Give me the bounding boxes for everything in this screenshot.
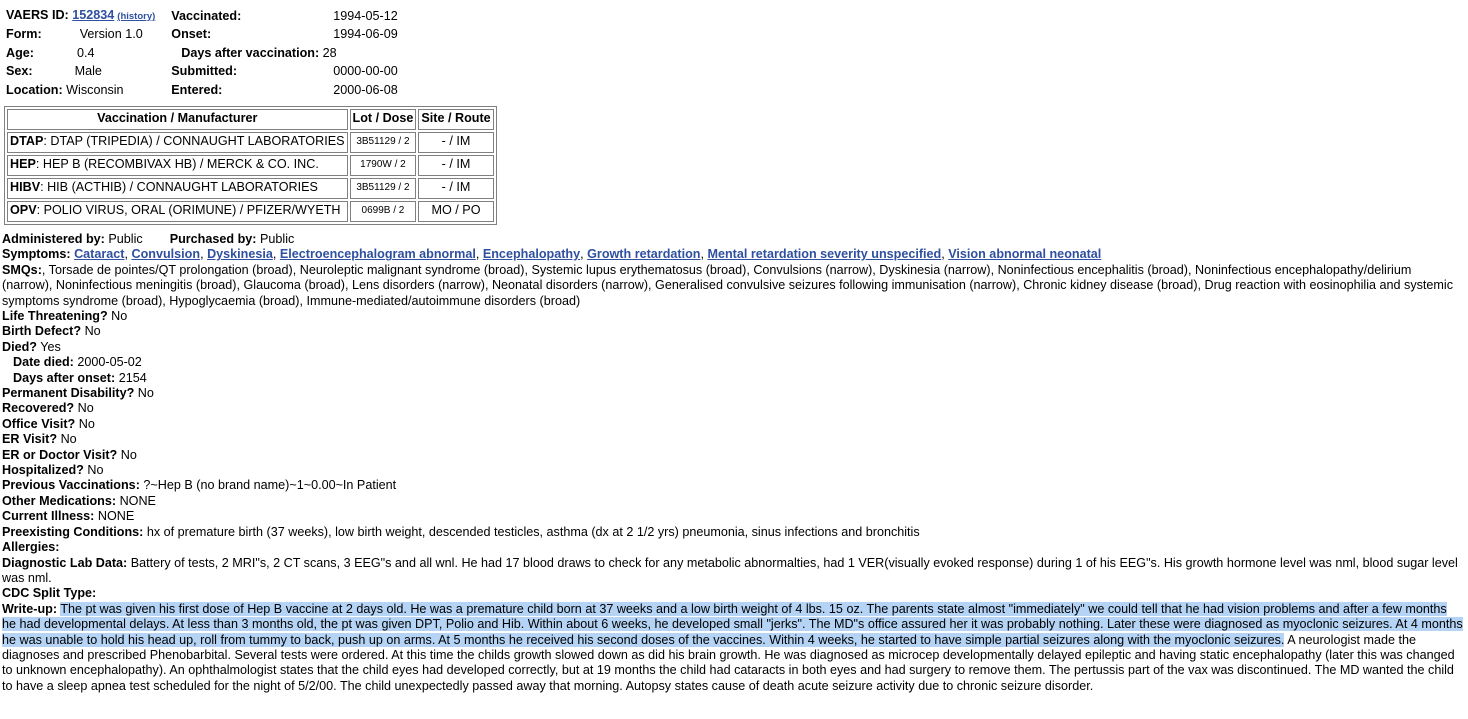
writeup-row	[2, 602, 1464, 694]
vax-code: DTAP	[10, 134, 44, 149]
symptoms-row: Symptoms: Cataract, Convulsion, Dyskinesia, Electroencephalogram abnormal, Encephalopathy, Growth retardation, Mental retardation severity unspecified, Vision abnormal neonatal	[2, 247, 1102, 262]
vaers-id-link[interactable]: 152834	[72, 8, 115, 23]
report-details	[2, 232, 1464, 694]
smqs-row	[2, 263, 1464, 309]
smqs-label: SMQs:	[2, 262, 42, 277]
vax-desc: : HIB (ACTHIB) / CONNAUGHT LABORATORIES	[40, 180, 318, 195]
previous-vaccinations-row	[2, 478, 1464, 493]
form-value: Version 1.0	[79, 27, 143, 42]
table-row	[7, 178, 494, 199]
office-visit-value: No	[78, 416, 95, 431]
symptom-link[interactable]: Electroencephalogram abnormal	[279, 247, 476, 262]
cdc-split-label: CDC Split Type:	[2, 586, 97, 601]
location-label: Location:	[6, 82, 63, 97]
vax-desc: : POLIO VIRUS, ORAL (ORIMUNE) / PFIZER/WYETH	[36, 203, 341, 218]
preexisting-row	[2, 525, 1464, 540]
days-after-onset-row	[2, 371, 1464, 386]
writeup-label: Write-up:	[2, 601, 58, 616]
symptoms-label: Symptoms:	[2, 247, 71, 262]
er-visit-value: No	[60, 432, 77, 447]
died-label: Died?	[2, 339, 37, 354]
writeup-selected-text[interactable]: The pt was given his first dose of Hep B vaccine at 2 days old. He was a premature child born at 37 weeks and a low birth weight of 4 lbs. 15 oz. The parents state almost "immediately" we could tell that he had vision problems and after a few months he had developmental delays. At less than 3 months old, the pt was given DPT, Polio and Hib. Within about 6 weeks, he developed small "jerks". The MD"s office assured her it was probably nothing. Later these were diagnosed as myoclonic seizures. At 4 months he was unable to hold his head up, roll from tummy to back, push up on arms. At 5 months he received his second doses of the vaccines. Within 4 weeks, he started to have simple partial seizures along with the myoclonic seizures.	[2, 601, 1463, 647]
submitted-value: 0000-00-00	[333, 64, 398, 79]
date-died-value: 2000-05-02	[77, 355, 142, 370]
life-threatening-row	[2, 309, 1464, 324]
current-illness-value: NONE	[97, 509, 135, 524]
date-died-label: Date died:	[13, 355, 74, 370]
vax-site: - / IM	[418, 132, 493, 153]
cdc-split-row	[2, 586, 1464, 601]
days-after-value: 28	[322, 45, 337, 60]
col-site-route: Site / Route	[418, 109, 493, 130]
lab-data-label: Diagnostic Lab Data:	[2, 555, 128, 570]
life-threatening-value: No	[111, 309, 128, 323]
symptom-link[interactable]: Convulsion	[131, 247, 201, 262]
birth-defect-row	[2, 324, 1464, 339]
age-value: 0.4	[77, 45, 95, 60]
lab-data-value: Battery of tests, 2 MRI"s, 2 CT scans, 3 EEG"s and all wnl. He had 17 blood draws to check for any metabolic abnormalties, had 1 VER(visually evoked response) during 1 of his EEG"s. His growth hormone level was nml, blood sugar level was nml.	[2, 555, 1458, 585]
vax-desc: : DTAP (TRIPEDIA) / CONNAUGHT LABORATORIES	[43, 134, 345, 149]
other-medications-row	[2, 494, 1464, 509]
recovered-value: No	[77, 401, 94, 416]
er-visit-label: ER Visit?	[2, 432, 58, 447]
vax-site: - / IM	[418, 178, 493, 199]
recovered-row	[2, 401, 1464, 416]
office-visit-row	[2, 417, 1464, 432]
current-illness-label: Current Illness:	[2, 509, 95, 524]
table-row	[7, 155, 494, 176]
vax-lot: 1790W / 2	[350, 155, 417, 176]
administered-value: Public	[108, 231, 143, 246]
died-value: Yes	[40, 339, 61, 354]
onset-label: Onset:	[171, 27, 212, 42]
er-visit-row	[2, 432, 1464, 447]
vax-site: MO / PO	[418, 201, 493, 222]
hospitalized-row	[2, 463, 1464, 478]
administered-row	[2, 232, 1464, 247]
birth-defect-label: Birth Defect?	[2, 324, 82, 339]
vaccinated-label: Vaccinated:	[171, 8, 242, 23]
life-threatening-label: Life Threatening?	[2, 309, 108, 323]
symptom-link[interactable]: Mental retardation severity unspecified	[707, 247, 942, 262]
other-medications-label: Other Medications:	[2, 493, 117, 508]
allergies-row	[2, 540, 1464, 555]
sex-value: Male	[74, 64, 102, 79]
col-vaccination: Vaccination / Manufacturer	[7, 109, 348, 130]
other-medications-value: NONE	[119, 493, 156, 508]
preexisting-label: Preexisting Conditions:	[2, 524, 144, 539]
permanent-disability-value: No	[137, 386, 154, 401]
birth-defect-value: No	[84, 324, 101, 339]
vax-site: - / IM	[418, 155, 493, 176]
symptom-link[interactable]: Dyskinesia	[207, 247, 273, 262]
previous-vaccinations-value: ?~Hep B (no brand name)~1~0.00~In Patient	[143, 478, 397, 493]
form-label: Form:	[6, 27, 42, 42]
vaccinated-value: 1994-05-12	[333, 8, 398, 23]
symptom-link[interactable]: Growth retardation	[587, 247, 701, 262]
previous-vaccinations-label: Previous Vaccinations:	[2, 478, 140, 493]
er-doctor-row	[2, 448, 1464, 463]
table-row	[7, 201, 494, 222]
report-header	[4, 7, 400, 100]
vaers-id-label: VAERS ID:	[6, 8, 69, 23]
purchased-value: Public	[259, 231, 295, 246]
allergies-label: Allergies:	[2, 540, 60, 555]
days-after-onset-label: Days after onset:	[13, 370, 116, 385]
er-doctor-label: ER or Doctor Visit?	[2, 447, 118, 462]
location-value: Wisconsin	[66, 82, 124, 97]
er-doctor-value: No	[120, 447, 137, 462]
vax-lot: 3B51129 / 2	[350, 132, 417, 153]
symptom-link[interactable]: Cataract	[74, 247, 125, 262]
entered-value: 2000-06-08	[333, 82, 398, 97]
table-row	[7, 132, 494, 153]
onset-value: 1994-06-09	[333, 27, 398, 42]
age-label: Age:	[6, 45, 34, 60]
preexisting-value: hx of premature birth (37 weeks), low birth weight, descended testicles, asthma (dx at 2 1/2 yrs) pneumonia, sinus infections and bronchitis	[146, 524, 920, 539]
vaccination-table	[4, 106, 497, 225]
recovered-label: Recovered?	[2, 401, 75, 416]
history-link[interactable]: (history)	[117, 11, 156, 23]
smqs-value: , Torsade de pointes/QT prolongation (broad), Neuroleptic malignant syndrome (broad), Systemic lupus erythematosus (broad), Convulsions (narrow), Dyskinesia (narrow), Noninfectious encephalitis (broad), Noninfectious encephalopathy/delirium (narrow), Noninfectious meningitis (broad), Glaucoma (broad), Lens disorders (narrow), Neonatal disorders (narrow), Generalised convulsive seizures following immunisation (narrow), Chronic kidney disease (broad), Drug reaction with eosinophilia and systemic symptoms syndrome (broad), Hypoglycaemia (broad), Immune-mediated/autoimmune disorders (broad)	[2, 262, 1454, 308]
symptom-link[interactable]: Vision abnormal neonatal	[948, 247, 1102, 262]
writeup-text: A neurologist made the diagnoses and prescribed Phenobarbital. Several tests were ordered. At this time the childs growth slowed down as did his brain growth. He was diagnosed as microcep developmentally delayed epileptic and having static encephalopathy (later this was changed to unknown encephalopathy). An ophthalmologist states that the child eyes had developed correctly, but at 19 months the child had cataracts in both eyes and had surgery to remove them. The pertussis part of the vax was discontinued. The MD wanted the child to have a sleep apnea test scheduled for the night of 5/2/00. The child unexpectedly passed away that morning. Autopsy states cause of death acute seizure activity due to chronic seizure disorder.	[2, 632, 1455, 693]
current-illness-row	[2, 509, 1464, 524]
hospitalized-value: No	[87, 463, 104, 478]
vax-code: HEP	[10, 157, 36, 172]
administered-label: Administered by:	[2, 231, 105, 246]
entered-label: Entered:	[171, 82, 223, 97]
vax-lot: 0699B / 2	[350, 201, 417, 222]
died-row	[2, 340, 1464, 355]
permanent-disability-label: Permanent Disability?	[2, 386, 135, 401]
date-died-row	[2, 355, 1464, 370]
symptom-link[interactable]: Encephalopathy	[482, 247, 581, 262]
lab-data-row	[2, 556, 1464, 587]
vax-code: OPV	[10, 203, 37, 218]
vaers-report	[0, 7, 1467, 694]
days-after-onset-value: 2154	[118, 370, 147, 385]
purchased-label: Purchased by:	[169, 231, 257, 246]
vax-desc: : HEP B (RECOMBIVAX HB) / MERCK & CO. INC.	[35, 157, 319, 172]
days-after-label: Days after vaccination:	[181, 45, 320, 60]
col-lot-dose: Lot / Dose	[350, 109, 417, 130]
hospitalized-label: Hospitalized?	[2, 463, 84, 478]
vax-lot: 3B51129 / 2	[350, 178, 417, 199]
submitted-label: Submitted:	[171, 64, 238, 79]
office-visit-label: Office Visit?	[2, 416, 76, 431]
sex-label: Sex:	[6, 64, 33, 79]
permanent-disability-row	[2, 386, 1464, 401]
vax-code: HIBV	[10, 180, 41, 195]
